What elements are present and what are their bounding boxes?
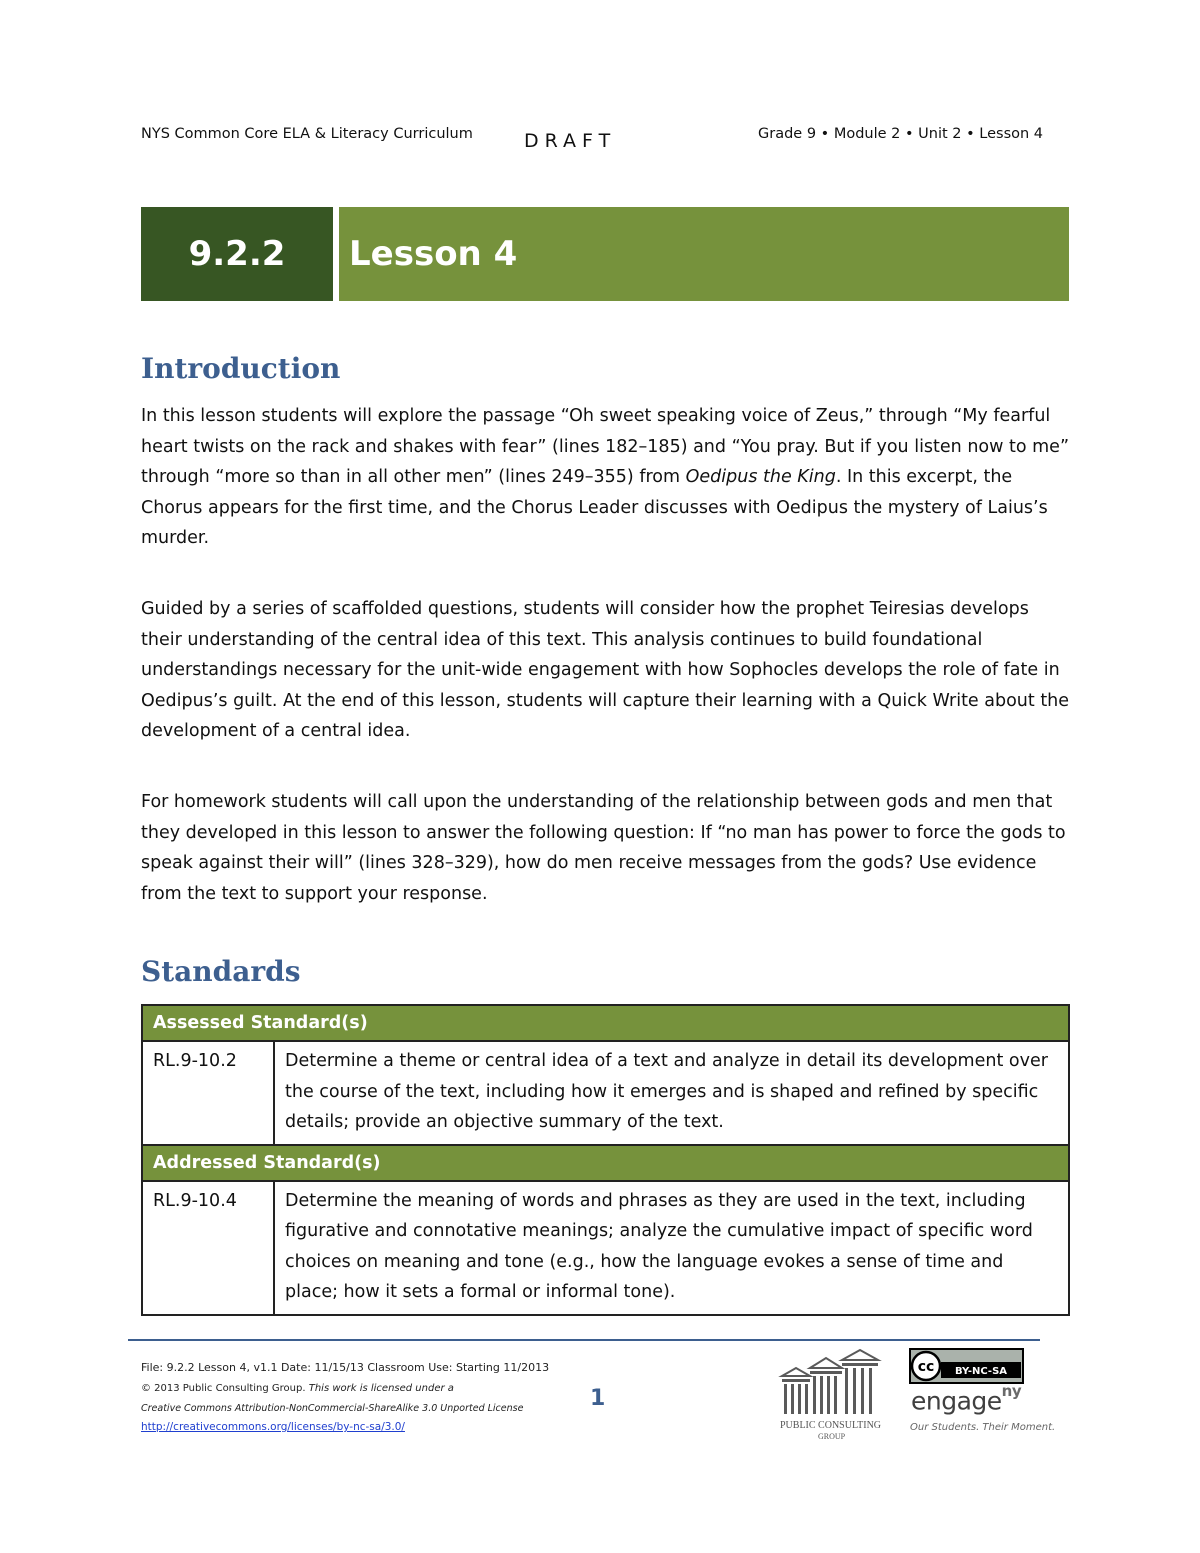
standard-description: Determine the meaning of words and phrases as they are used in the text, including figurative and connotative meanings; analyze the cumulative impact of specific word choices on meaning and tone (e.g., how the language evokes a sense of time and place; how it sets a formal or informal tone). xyxy=(274,1181,1069,1315)
creative-commons-badge xyxy=(909,1348,1024,1384)
license-link[interactable] xyxy=(141,1421,405,1433)
assessed-header-row xyxy=(142,1005,1069,1041)
standards-heading: Standards xyxy=(141,955,301,988)
intro-text-continued: . In this excerpt, the Chorus appears for the first time, and the Chorus Leader discusses with Oedipus the mystery of Laius’s murder. xyxy=(141,467,1048,548)
standards-table xyxy=(141,1004,1070,1316)
cc-icon: cc xyxy=(917,1359,935,1375)
introduction-paragraph-1 xyxy=(141,401,1071,554)
license-intro: This work is licensed under a xyxy=(308,1383,454,1394)
file-info: File: 9.2.2 Lesson 4, v1.1 Date: 11/15/13 Classroom Use: Starting 11/2013 xyxy=(141,1361,550,1374)
table-row xyxy=(142,1041,1069,1145)
license-name: Creative Commons Attribution-NonCommercial-ShareAlike 3.0 Unported License xyxy=(141,1403,524,1414)
introduction-paragraph-3: For homework students will call upon the understanding of the relationship between gods and men that they developed in this lesson to answer the following question: If “no man has power to force the gods to speak against their will” (lines 328–329), how do men receive messages from the gods? Use evidence from the text to support your response. xyxy=(141,792,1066,904)
ny-mark: ny xyxy=(1001,1382,1022,1400)
engageny-logo xyxy=(911,1382,1022,1416)
standard-description: Determine a theme or central idea of a text and analyze in detail its development over the course of the text, including how it emerges and is shaped and refined by specific details; provide an objective summary of the text. xyxy=(274,1041,1069,1145)
introduction-heading: Introduction xyxy=(141,352,341,385)
intro-text: In this lesson students will explore the passage “Oh sweet speaking voice of Zeus,” through “My fearful heart twists on the rack and shakes with fear” (lines 182–185) and “You pray. But if you listen now to me” through “more so than in all other men” (lines 249–355) from xyxy=(141,406,1070,487)
lesson-title-banner xyxy=(339,207,1069,301)
copyright-owner: © 2013 Public Consulting Group. xyxy=(141,1383,309,1394)
standard-code: RL.9-10.2 xyxy=(142,1041,274,1145)
footer-divider xyxy=(128,1339,1040,1341)
page-number: 1 xyxy=(590,1386,606,1411)
pcg-group: GROUP xyxy=(818,1432,846,1441)
cc-license-label: BY-NC-SA xyxy=(954,1366,1008,1377)
introduction-paragraph-2: Guided by a series of scaffolded questions, students will consider how the prophet Teiresias develops their understanding of the central idea of this text. This analysis continues to build foundational understandings necessary for the unit-wide engagement with how Sophocles develops the role of fate in Oedipus’s guilt. At the end of this lesson, students will capture their learning with a Quick Write about the development of a central idea. xyxy=(141,599,1070,741)
engageny-tagline: Our Students. Their Moment. xyxy=(910,1422,1056,1433)
curriculum-header: NYS Common Core ELA & Literacy Curriculum xyxy=(141,126,473,142)
table-row xyxy=(142,1181,1069,1315)
assessed-standards-header: Assessed Standard(s) xyxy=(142,1005,1069,1041)
draft-label: DRAFT xyxy=(524,130,617,152)
addressed-standards-header: Addressed Standard(s) xyxy=(142,1145,1069,1181)
license-url[interactable]: http://creativecommons.org/licenses/by-nc-sa/3.0/ xyxy=(141,1421,405,1433)
pcg-name: PUBLIC CONSULTING xyxy=(780,1420,882,1431)
standard-code: RL.9-10.4 xyxy=(142,1181,274,1315)
lesson-title: Lesson 4 xyxy=(349,234,518,274)
unit-number: 9.2.2 xyxy=(188,234,286,274)
lesson-breadcrumb: Grade 9 • Module 2 • Unit 2 • Lesson 4 xyxy=(758,126,1044,142)
copyright-line xyxy=(141,1383,454,1394)
unit-number-banner xyxy=(141,207,333,301)
text-title: Oedipus the King xyxy=(685,467,836,487)
public-consulting-group-logo xyxy=(776,1346,900,1442)
addressed-header-row xyxy=(142,1145,1069,1181)
engage-word: engage xyxy=(911,1386,1002,1416)
